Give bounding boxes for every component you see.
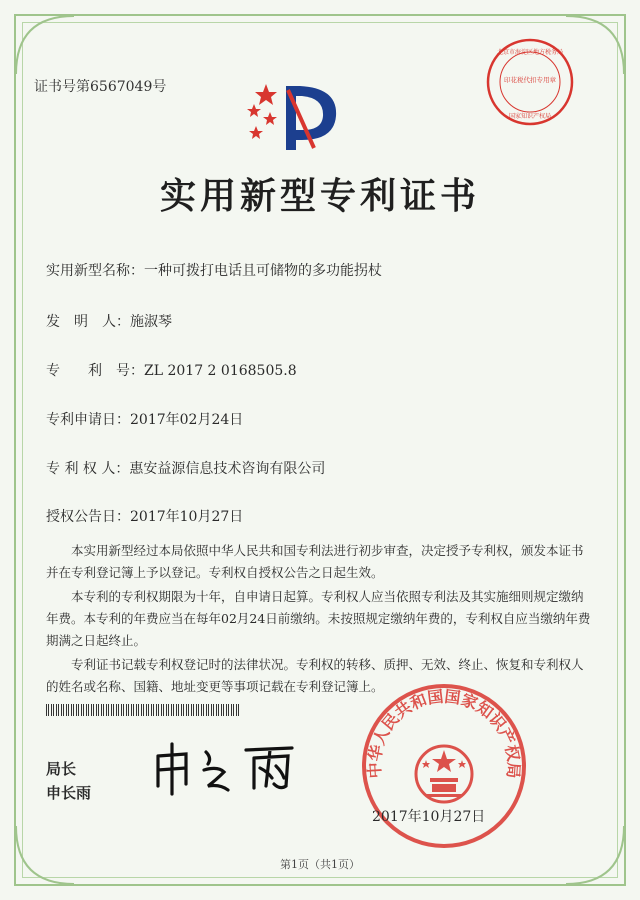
patent-office-logo-icon [246,82,350,152]
director-title: 局长 [46,760,77,778]
tax-stamp-bottom: 国家知识产权局 [508,113,552,120]
paragraph: 专利证书记载专利权登记时的法律状况。专利权的转移、质押、无效、终止、恢复和专利权人的姓名或名称、国籍、地址变更等事项记载在专利登记簿上。 [46,657,584,694]
tax-stamp [484,36,576,128]
field-label: 授权公告日： [46,509,130,525]
national-emblem-icon [416,746,472,802]
corner-ornament-tl [16,16,74,74]
seal-date: 2017年10月27日 [372,809,486,825]
field-value: 惠安益源信息技术咨询有限公司 [129,461,326,477]
field-label: 专 利 号： [46,363,144,379]
field-application-date [46,409,243,429]
field-value: 2017年02月24日 [130,412,244,428]
field-label: 专利申请日： [46,412,130,428]
field-grant-date [46,506,243,526]
page-title: 实用新型专利证书 [159,175,480,217]
tax-stamp-sub: 印花税代扣专用章 [504,76,556,84]
field-inventor [46,311,172,331]
director-name: 申长雨 [46,784,92,802]
field-label: 实用新型名称： [46,263,144,279]
field-label: 发 明 人： [46,314,130,330]
paragraph: 本专利的专利权期限为十年，自申请日起算。专利权人应当依照专利法及其实施细则规定缴纳年费。本专利的年费应当在每年02月24日前缴纳。未按照规定缴纳年费的，专利权自应当缴纳年费期满之日起终止。 [46,589,591,648]
field-label: 专 利 权 人： [46,461,130,477]
field-value: 施淑琴 [130,314,172,330]
field-value: ZL 2017 2 0168505.8 [144,363,297,379]
seal-text: 中华人民共和国国家知识产权局 [364,686,524,779]
director-signature [150,740,300,796]
field-value: 2017年10月27日 [130,509,244,525]
corner-ornament-bl [16,826,74,884]
page-number: 第1页（共1页） [280,858,360,871]
field-patent-number [46,360,297,380]
field-value: 一种可拨打电话且可储物的多功能拐杖 [144,263,382,279]
field-patentee [46,458,325,478]
field-utility-model-name [46,260,382,280]
paragraph: 本实用新型经过本局依照中华人民共和国专利法进行初步审查，决定授予专利权，颁发本证书并在专利登记簿上予以登记。专利权自授权公告之日起生效。 [46,543,584,580]
certificate-body [46,540,592,700]
corner-ornament-br [566,826,624,884]
certificate-number: 证书号第6567049号 [34,79,167,95]
tax-stamp-text: 北京市海淀区地方税务局 [496,49,564,56]
barcode [46,704,241,716]
